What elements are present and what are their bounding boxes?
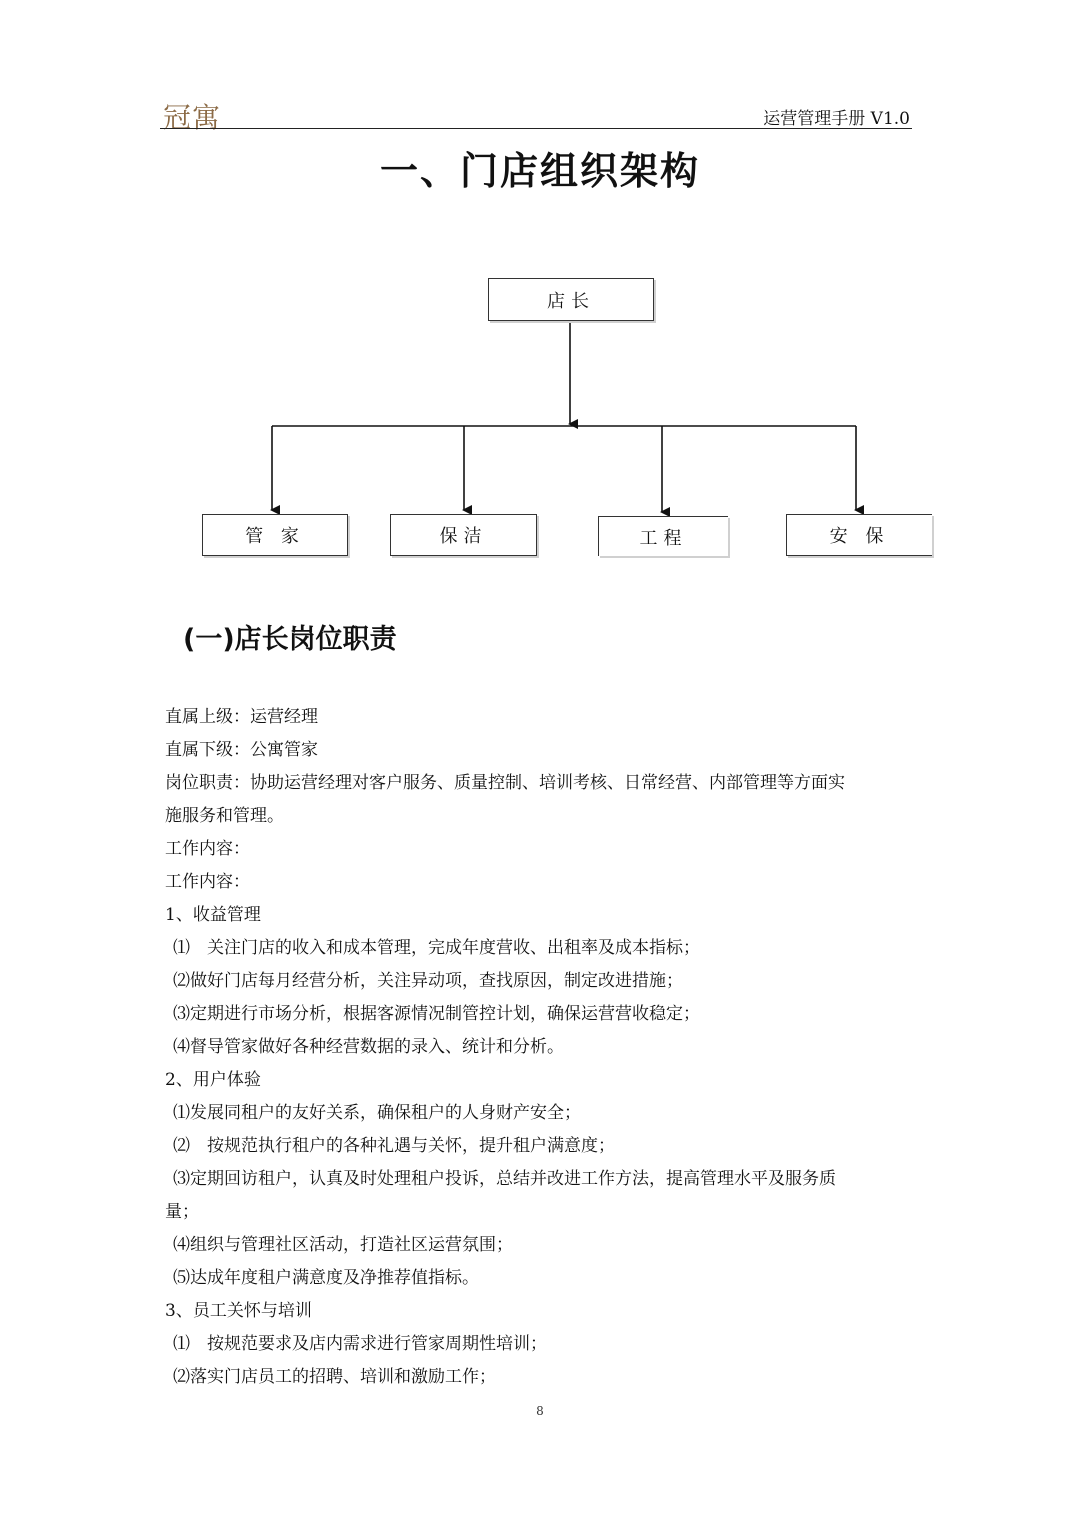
org-node-store-manager: 店长	[488, 278, 654, 321]
list-item: ⑵ 按规范执行租户的各种礼遇与关怀，提升租户满意度；	[173, 1136, 615, 1156]
list-item: ⑶定期回访租户，认真及时处理租户投诉，总结并改进工作方法，提高管理水平及服务质	[173, 1169, 836, 1189]
list-item: ⑷督导管家做好各种经营数据的录入、统计和分析。	[173, 1037, 564, 1057]
org-node-cleaning: 保洁	[390, 514, 537, 556]
supervisor-line: 直属上级：运营经理	[165, 707, 318, 727]
list-item: ⑵落实门店员工的招聘、培训和激励工作；	[173, 1367, 496, 1387]
body-text	[165, 701, 915, 1394]
list-item: ⑴ 按规范要求及店内需求进行管家周期性培训；	[173, 1334, 547, 1354]
section-heading: (一)店长岗位职责	[183, 624, 397, 655]
list-item: ⑷组织与管理社区活动，打造社区运营氛围；	[173, 1235, 513, 1255]
org-node-engineering: 工程	[598, 516, 728, 556]
list-item: ⑸达成年度租户满意度及净推荐值指标。	[173, 1268, 479, 1288]
org-node-housekeeper: 管 家	[202, 514, 348, 556]
section-item-heading: 1、收益管理	[165, 905, 261, 925]
responsibility-line: 施服务和管理。	[165, 806, 284, 826]
header-divider	[160, 128, 912, 129]
brand-logo: 冠寓	[163, 101, 222, 134]
document-title: 运营管理手册 V1.0	[763, 109, 910, 129]
list-item: ⑶定期进行市场分析，根据客源情况制管控计划，确保运营营收稳定；	[173, 1004, 700, 1024]
page-number: 8	[536, 1404, 544, 1418]
section-item-heading: 3、员工关怀与培训	[165, 1301, 312, 1321]
list-item: ⑵做好门店每月经营分析，关注异动项，查找原因，制定改进措施；	[173, 971, 683, 991]
responsibility-line: 岗位职责：协助运营经理对客户服务、质量控制、培训考核、日常经营、内部管理等方面实	[165, 773, 845, 793]
org-node-security: 安 保	[786, 514, 932, 556]
list-item: ⑴发展同租户的友好关系，确保租户的人身财产安全；	[173, 1103, 581, 1123]
page-title: 一、门店组织架构	[379, 149, 700, 193]
list-item-continuation: 量；	[165, 1202, 199, 1222]
work-content-label: 工作内容：	[165, 872, 250, 892]
section-item-heading: 2、用户体验	[165, 1070, 261, 1090]
work-content-label: 工作内容：	[165, 839, 250, 859]
list-item: ⑴ 关注门店的收入和成本管理，完成年度营收、出租率及成本指标；	[173, 938, 700, 958]
subordinate-line: 直属下级：公寓管家	[165, 740, 318, 760]
